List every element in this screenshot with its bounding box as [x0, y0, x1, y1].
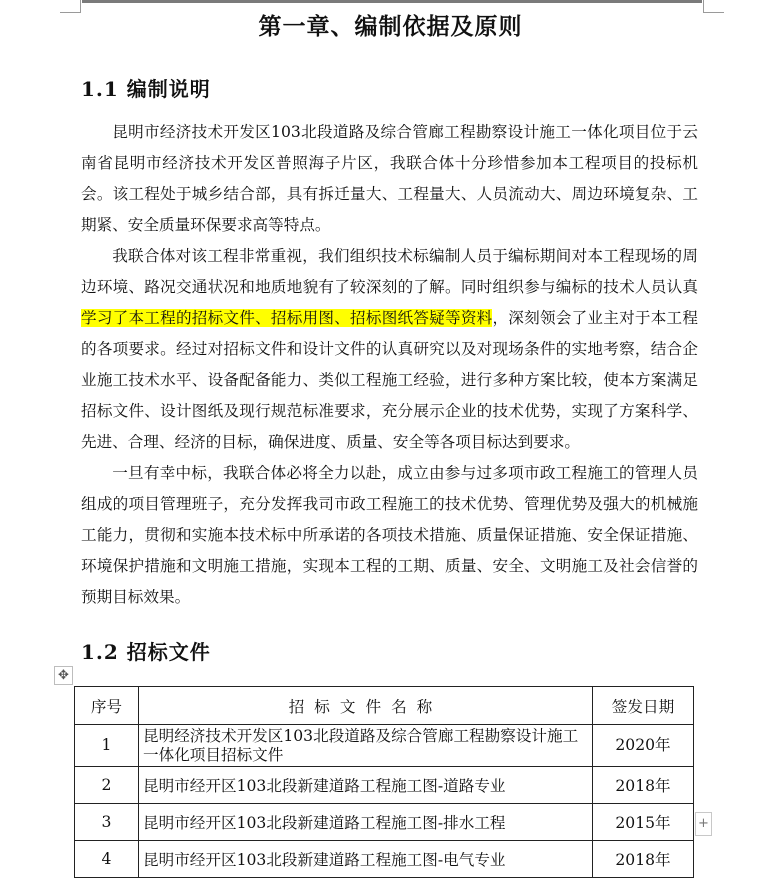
- table-row: [75, 767, 694, 804]
- paragraph-2-text-a: 我联合体对该工程非常重视，我们组织技术标编制人员于编标期间对本工程现场的周边环境、路况交通状况和地质地貌有了较深刻的了解。同时组织参与编标的技术人员认真: [81, 247, 698, 296]
- paragraph-1: 昆明市经济技术开发区103北段道路及综合管廊工程勘察设计施工一体化项目位于云南省昆明市经济技术开发区普照海子片区，我联合体十分珍惜参加本工程项目的投标机会。该工程处于城乡结合部，具有拆迁量大、工程量大、人员流动大、周边环境复杂、工期紧、安全质量环保要求高等特点。: [81, 123, 698, 234]
- move-arrows-icon[interactable]: ✥: [54, 666, 73, 685]
- table-row: [75, 804, 694, 841]
- table-row: [75, 725, 694, 767]
- section-heading-1-1: 1.1 编制说明: [81, 77, 211, 101]
- cell-no: 2: [75, 767, 139, 804]
- cell-name: 昆明市经开区103北段新建道路工程施工图-电气专业: [139, 841, 593, 878]
- paragraph-3: 一旦有幸中标，我联合体必将全力以赴，成立由参与过多项市政工程施工的管理人员组成的项目管理班子，充分发挥我司市政工程施工的技术优势、管理优势及强大的机械施工能力，贯彻和实施本技术标中所承诺的各项技术措施、质量保证措施、安全保证措施、环境保护措施和文明施工措施，实现本工程的工期、质量、安全、文明施工及社会信誉的预期目标效果。: [81, 464, 698, 606]
- cell-name: 昆明市经开区103北段新建道路工程施工图-排水工程: [139, 804, 593, 841]
- header-date: 签发日期: [593, 687, 694, 725]
- table-header-row: [75, 687, 694, 725]
- cell-date: 2018年: [593, 767, 694, 804]
- paragraph-2-text-b: ，深刻领会了业主对于本工程的各项要求。经过对招标文件和设计文件的认真研究以及对现场条件的实地考察，结合企业施工技术水平、设备配备能力、类似工程施工经验，进行多种方案比较，使本方案满足招标文件、设计图纸及现行规范标准要求，充分展示企业的技术优势，实现了方案科学、先进、合理、经济的目标，确保进度、质量、安全等各项目标达到要求。: [81, 309, 698, 451]
- table-row: [75, 841, 694, 878]
- section-1-1-body: [81, 117, 698, 613]
- cell-name: 昆明市经开区103北段新建道路工程施工图-道路专业: [139, 767, 593, 804]
- header-name: 招标文件名称: [139, 687, 593, 725]
- cell-no: 1: [75, 725, 139, 767]
- cell-date: 2020年: [593, 725, 694, 767]
- header-no: 序号: [75, 687, 139, 725]
- cell-date: 2015年: [593, 804, 694, 841]
- cell-name: 昆明经济技术开发区103北段道路及综合管廊工程勘察设计施工一体化项目招标文件: [139, 725, 593, 767]
- paragraph-2: [81, 241, 698, 458]
- plus-icon[interactable]: +: [695, 812, 712, 836]
- highlighted-text: 学习了本工程的招标文件、招标用图、招标图纸答疑等资料: [81, 309, 493, 327]
- cell-no: 3: [75, 804, 139, 841]
- section-heading-1-2: 1.2 招标文件: [81, 640, 211, 664]
- chapter-title: 第一章、编制依据及原则: [258, 13, 523, 40]
- bid-documents-table: [74, 686, 694, 878]
- cell-no: 4: [75, 841, 139, 878]
- cell-date: 2018年: [593, 841, 694, 878]
- page-top-edge: [82, 0, 702, 3]
